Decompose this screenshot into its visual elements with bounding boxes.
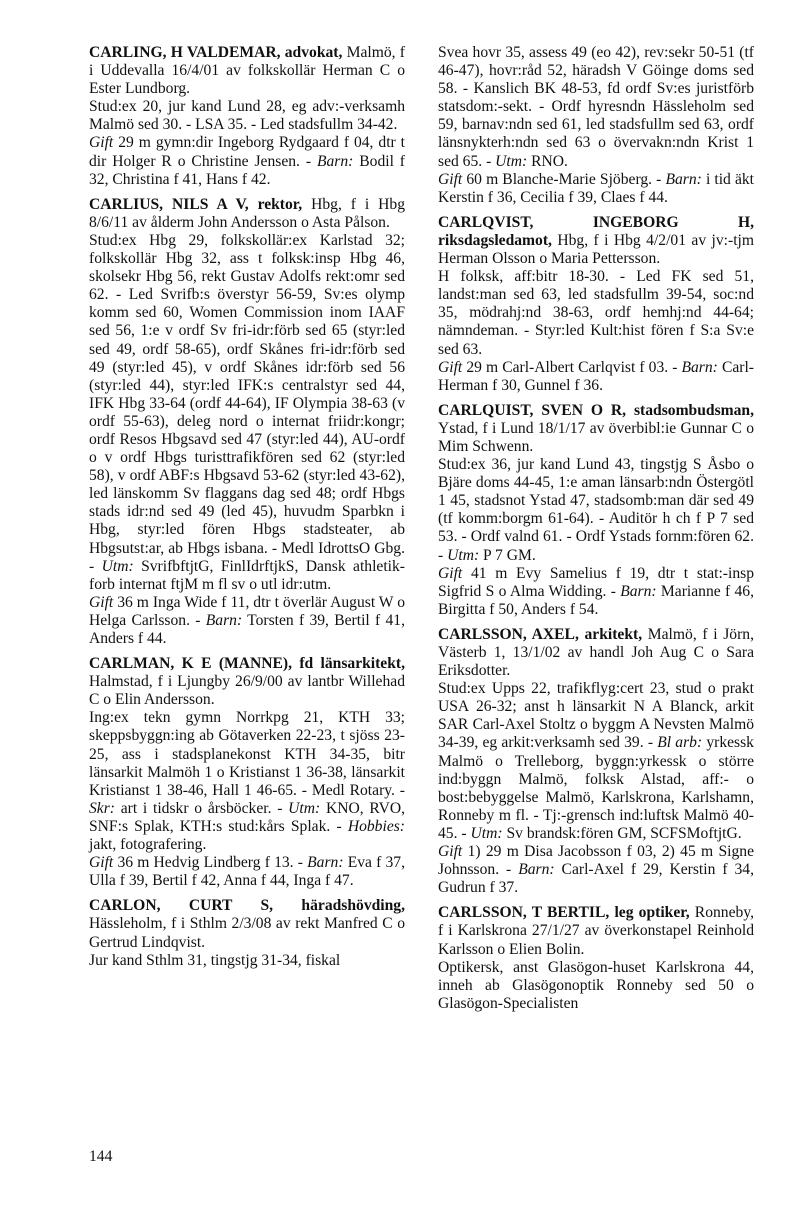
barn-text: Carl-Herman f 30, Gunnel f 36. [438, 358, 754, 394]
entry-text: Hbg, f i Hbg 8/6/11 av ålderm John Andersson o Asta Pålson. [89, 195, 405, 231]
entry-carlius [89, 196, 405, 648]
entry-text: Ing:ex tekn gymn Norrkpg 21, KTH 33; skeppsbyggn:ing ab Götaverken 22-23, t sjöss 23-25, ass i stadsplanekonst KTH 34-35, bitr länsarkit Malmöh 1 o Kristianst 1 36-38, länsarkit Kristianst 1 38-46, Hall 1 46-65. - Medl Rotary. - [89, 709, 405, 799]
entry-heading: CARLQUIST, SVEN O R, stadsombudsman, [438, 401, 754, 419]
right-column [438, 44, 754, 1020]
entry-text: Stud:ex 36, jur kand Lund 43, tingstjg S Åsbo o Bjäre doms 44-45, 1:e aman länsarb:ndn Östergötl 1 45, stadsnot Ystad 47, stadsomb:man där sed 49 (tf komm:borgm 61-64). - Auditör h ch f P 7 sed 53. - Ordf valnd 61. - Ordf Ystads fornm:fören 62. - [438, 456, 754, 564]
utm-label: Utm: [447, 546, 480, 564]
gift-label: Gift [438, 564, 463, 582]
gift-label: Gift [89, 134, 114, 152]
skr-text: art i tidskr o årsböcker. - [114, 799, 289, 817]
gift-text: 36 m Hedvig Lindberg f 13. - [113, 854, 308, 872]
page-number: 144 [89, 1148, 113, 1165]
barn-label: Barn: [518, 861, 555, 879]
entry-heading: CARLSSON, T BERTIL, leg optiker, [438, 904, 690, 922]
entry-text: Stud:ex Upps 22, trafikflyg:cert 23, stud o prakt USA 26-32; anst h länsarkit N A Blanck, arkit SAR Carl-Axel Stoltz o byggm A Nevsten Malmö 34-39, eg arkit:verksamh sed 39. - [438, 680, 754, 752]
entry-text: Stud:ex Hbg 29, folkskollär:ex Karlstad 32; folkskollär Hbg 32, ass t folksk:insp Hbg 46, skolsekr Hbg 56, rekt Gustav Adolfs rekt:omr sed 62. - Led Svrifb:s överstyr 56-59, Sv:es olymp komm sed 60, Women Commission inom IAAF sed 56, 1:e v ordf Sv fri-idr:förb sed 65 (styr:led sed 49, ordf 58-65), ordf Skånes fri-idr:förb sed 49 (styr:led 45), v ordf Skånes idr:förb sed 56 (styr:led 44), styr:led IFK:s centralstyr sed 44, IFK Hbg 33-64 (ordf 44-64), IF Olympia 38-63 (v ordf 55-63), deleg nord o internat friidr:kongr; ordf Resos Hbgsavd sed 47 (styr:led 44), AU-ordf o v ordf Hbgs turisttrafikfören sed 62 (styr:led 58), v ordf ABF:s Hbgsavd 53-62 (styr:led 43-62), led länskomm Sv flaggans dag sed 48; ordf Hbgs stads idr:nd sed 49 (led 45), huvudm Sparbkn i Hbg, styr:led fören Hbgs stadsteater, ab Hbgsutst:ar, ab Hbgs isbana. - Medl IdrottsO Gbg. - [89, 231, 405, 575]
entry-carling [89, 44, 405, 189]
skr-label: Skr: [89, 799, 115, 817]
entry-carlquist [438, 402, 754, 619]
gift-label: Gift [89, 593, 114, 611]
barn-label: Barn: [620, 582, 657, 600]
entry-text: Halmstad, f i Ljungby 26/9/00 av lantbr Willehad C o Elin Andersson. [89, 673, 405, 709]
entry-heading: CARLIUS, NILS A V, rektor, [89, 195, 303, 213]
barn-text: Bodil f 32, Christina f 41, Hans f 42. [89, 152, 405, 188]
hobbies-text: jakt, fotografering. [89, 836, 207, 854]
gift-text: 1) 29 m Disa Jacobsson f 03, 2) 45 m Signe Johnsson. - [438, 843, 754, 879]
entry-text: Ystad, f i Lund 18/1/17 av överbibl:ie Gunnar C o Mim Schwenn. [438, 419, 754, 455]
barn-text: Torsten f 39, Bertil f 41, Anders f 44. [89, 611, 405, 647]
gift-text: 41 m Evy Samelius f 19, dtr t stat:-insp Sigfrid S o Alma Widding. - [438, 564, 754, 600]
barn-label: Barn: [307, 854, 344, 872]
bl-arb-text: yrkessk Malmö o Trelleborg, byggn:yrkessk o större ind:byggn Malmö, folksk Alstad, aff:- o bost:bebyggelse Malmö, Karlskrona, Karlshamn, Ronneby m fl. - Tj:-grensch ind:luftsk Malmö 40-45. - [438, 734, 754, 842]
gift-text: 29 m Carl-Albert Carlqvist f 03. - [462, 358, 682, 376]
utm-text: KNO, RVO, SNF:s Splak, KTH:s stud:kårs Splak. - [89, 799, 405, 835]
entry-carlon-continued [438, 44, 754, 207]
entry-text: Malmö, f i Uddevalla 16/4/01 av folkskollär Herman C o Ester Lundborg. [89, 44, 405, 98]
entry-heading: CARLMAN, K E (MANNE), fd länsarkitekt, [89, 655, 405, 673]
barn-text: Carl-Axel f 29, Kerstin f 34, Gudrun f 37. [438, 861, 754, 897]
gift-text: 29 m gymn:dir Ingeborg Rydgaard f 04, dtr t dir Holger R o Christine Jensen. - [89, 134, 405, 170]
utm-label: Utm: [101, 557, 134, 575]
utm-text: SvrifbftjtG, FinlIdrftjkS, Dansk athletik-forb internat ftjM m fl sv o utl idr:utm. [89, 557, 405, 593]
entry-text: Malmö, f i Jörn, Västerb 1, 13/1/02 av handl Joh Aug C o Sara Eriksdotter. [438, 625, 754, 680]
entry-text: Hbg, f i Hbg 4/2/01 av jv:-tjm Herman Olsson o Maria Pettersson. [438, 231, 754, 268]
bl-arb-label: Bl arb: [657, 734, 703, 752]
gift-label: Gift [438, 170, 463, 188]
barn-label: Barn: [205, 611, 243, 629]
entry-heading: CARLSSON, AXEL, arkitekt, [438, 625, 643, 643]
entry-carlsson-bertil [438, 904, 754, 1013]
entry-text: H folksk, aff:bitr 18-30. - Led FK sed 51, landst:man sed 63, led stadsfullm 39-54, soc:nd 35, mödrahj:nd 38-63, ordf hemhj:nd 44-64; nämndeman. - Styr:led Kult:hist fören f S:a Sv:e sed 63. [438, 268, 754, 358]
utm-label: Utm: [288, 799, 321, 817]
gift-label: Gift [438, 358, 463, 376]
barn-text: Eva f 37, Ulla f 39, Bertil f 42, Anna f 44, Inga f 47. [89, 854, 405, 890]
utm-text: Sv brandsk:fören GM, SCFSMoftjtG. [502, 824, 742, 842]
entry-text: Ronneby, f i Karlskrona 27/1/27 av överkonstapel Reinhold Karlsson o Elien Bolin. [438, 904, 754, 958]
utm-label: Utm: [470, 824, 503, 842]
gift-text: 60 m Blanche-Marie Sjöberg. - [462, 170, 666, 188]
entry-heading: CARLON, CURT S, häradshövding, [89, 897, 405, 915]
entry-carlman [89, 655, 405, 890]
barn-text: Marianne f 46, Birgitta f 50, Anders f 54. [438, 582, 754, 618]
entry-text: Stud:ex 20, jur kand Lund 28, eg adv:-verksamh Malmö sed 30. - LSA 35. - Led stadsfullm 34-42. [89, 98, 405, 134]
gift-label: Gift [438, 843, 463, 861]
utm-text: P 7 GM. [479, 546, 536, 564]
gift-text: 36 m Inga Wide f 11, dtr t överlär August W o Helga Carlsson. - [89, 593, 405, 629]
utm-label: Utm: [495, 152, 528, 170]
barn-label: Barn: [665, 170, 702, 188]
hobbies-label: Hobbies: [347, 817, 405, 835]
left-column [89, 44, 405, 977]
utm-text: RNO. [527, 152, 568, 170]
entry-carlqvist [438, 214, 754, 395]
entry-heading: CARLQVIST, INGEBORG H, riksdagsledamot, [438, 213, 754, 249]
entry-carlon [89, 897, 405, 969]
entry-text: Svea hovr 35, assess 49 (eo 42), rev:sekr 50-51 (tf 46-47), hovr:råd 52, häradsh V Göinge doms sed 58. - Kanslich BK 48-53, fd ordf Sv:es juristförb statsdom:-sekt. - Ordf hyresndn Hässleholm sed 59, barnav:ndn sed 61, led stadsfullm sed 63, ordf länsnykterh:ndn sed 63 o övervakn:ndn Krist 1 sed 65. - [438, 44, 754, 170]
barn-label: Barn: [681, 358, 718, 376]
entry-text: Hässleholm, f i Sthlm 2/3/08 av rekt Manfred C o Gertrud Lindqvist. [89, 915, 405, 951]
barn-text: i tid äkt Kerstin f 36, Cecilia f 39, Claes f 44. [438, 170, 754, 206]
entry-text: Optikersk, anst Glasögon-huset Karlskrona 44, inneh ab Glasögonoptik Ronneby sed 50 o Glasögon-Specialisten [438, 958, 754, 1012]
entry-heading: CARLING, H VALDEMAR, advokat, [89, 44, 343, 61]
gift-label: Gift [89, 854, 114, 872]
entry-carlsson-axel [438, 626, 754, 897]
barn-label: Barn: [316, 152, 354, 170]
entry-text: Jur kand Sthlm 31, tingstjg 31-34, fiskal [89, 951, 341, 969]
